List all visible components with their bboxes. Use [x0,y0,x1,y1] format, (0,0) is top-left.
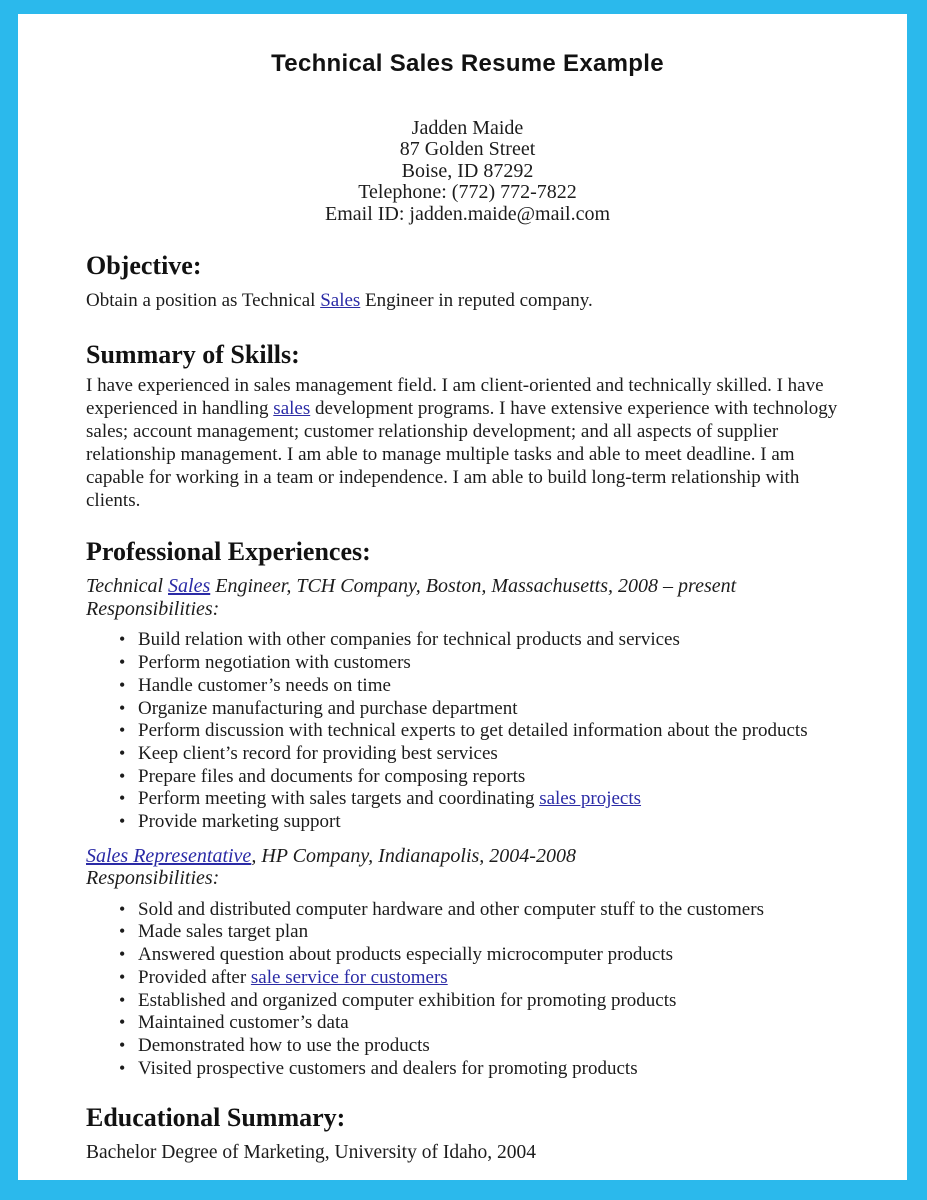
contact-email: Email ID: jadden.maide@mail.com [325,202,610,225]
bullet-text: Visited prospective customers and dealers for promoting products [138,1057,638,1079]
responsibilities-label: Responsibilities: [86,597,220,620]
section-skills [86,340,849,512]
bullet-text: Perform discussion with technical experts to get detailed information about the products [138,720,808,742]
skills-text-pre: I have experienced in sales management field. I am client-oriented and technically skilled. I have experienced in handling [86,375,824,420]
job-title-post: Engineer, TCH Company, Boston, Massachusetts, 2008 – present [210,575,737,598]
job-entry [86,845,849,1081]
bullet-item [119,743,849,766]
section-objective [86,251,849,312]
bullet-item [119,788,849,811]
bullet-text: Sold and distributed computer hardware and other computer stuff to the customers [138,898,764,920]
experience-heading: Professional Experiences: [86,537,371,567]
bullet-text: Perform meeting with sales targets and coordinating [138,788,540,810]
responsibilities-label: Responsibilities: [86,867,220,890]
objective-text-pre: Obtain a position as Technical [86,290,321,312]
bullet-text: Perform negotiation with customers [138,652,411,674]
bullet-item [119,766,849,789]
bullet-text: Answered question about products especially microcomputer products [138,944,674,966]
bullet-text: Prepare files and documents for composing reports [138,765,526,787]
skills-text-post: development programs. I have extensive experience with technology sales; account management; customer relationship development; and all aspects of supplier relationship management. I am able to manage multiple tasks and able to meet deadline. I am capable for working in a team or independence. I am able to build long-term relationship with clients. [86,398,838,512]
sales-link[interactable]: Sales [320,290,361,312]
bullet-text: Established and organized computer exhibition for promoting products [138,989,677,1011]
education-heading: Educational Summary: [86,1103,346,1133]
sales-projects-link[interactable]: sales projects [539,788,642,810]
page-title: Technical Sales Resume Example [271,50,664,77]
bullet-item [119,967,849,990]
bullet-text: Demonstrated how to use the products [138,1034,430,1056]
sales-link[interactable]: Sales [168,575,211,598]
section-experience [86,537,849,1080]
education-text: Bachelor Degree of Marketing, University of Idaho, 2004 [86,1142,536,1164]
contact-street: 87 Golden Street [399,138,536,161]
contact-name: Jadden Maide [411,116,524,139]
contact-block [86,118,849,226]
section-education [86,1103,849,1164]
contact-city-state-zip: Boise, ID 87292 [401,159,534,182]
bullet-text: Handle customer’s needs on time [138,674,391,696]
job-title [86,845,849,868]
bullet-item [119,720,849,743]
bullet-item [119,1012,849,1035]
job-bullets [86,629,849,833]
bullet-item [119,1035,849,1058]
objective-text [86,289,849,312]
job-title-pre: Technical [86,575,169,598]
bullet-text: Build relation with other companies for technical products and services [138,629,680,651]
bullet-item [119,921,849,944]
bullet-item [119,698,849,721]
bullet-item [119,811,849,834]
skills-text [86,374,849,512]
bullet-item [119,652,849,675]
objective-heading: Objective: [86,251,202,281]
bullet-text: Maintained customer’s data [138,1012,349,1034]
bullet-item [119,899,849,922]
sales-link[interactable]: sales [273,398,311,420]
job-bullets [86,899,849,1081]
bullet-text: Keep client’s record for providing best services [138,742,498,764]
skills-heading: Summary of Skills: [86,340,300,370]
contact-telephone: Telephone: (772) 772-7822 [358,181,577,204]
bullet-text: Organize manufacturing and purchase department [138,697,518,719]
bullet-text: Provide marketing support [138,811,341,833]
bullet-item [119,1058,849,1081]
job-entry [86,575,849,833]
resume-document [18,50,907,1164]
bullet-item [119,944,849,967]
job-title-post: , HP Company, Indianapolis, 2004-2008 [251,844,576,867]
objective-text-post: Engineer in reputed company. [360,290,593,312]
bullet-item [119,675,849,698]
bullet-item [119,990,849,1013]
bullet-text: Made sales target plan [138,921,309,943]
bullet-text: Provided after [138,966,251,988]
sales-representative-link[interactable]: Sales Representative [86,844,252,867]
bullet-item [119,629,849,652]
job-title [86,575,849,598]
sale-service-link[interactable]: sale service for customers [250,966,448,988]
